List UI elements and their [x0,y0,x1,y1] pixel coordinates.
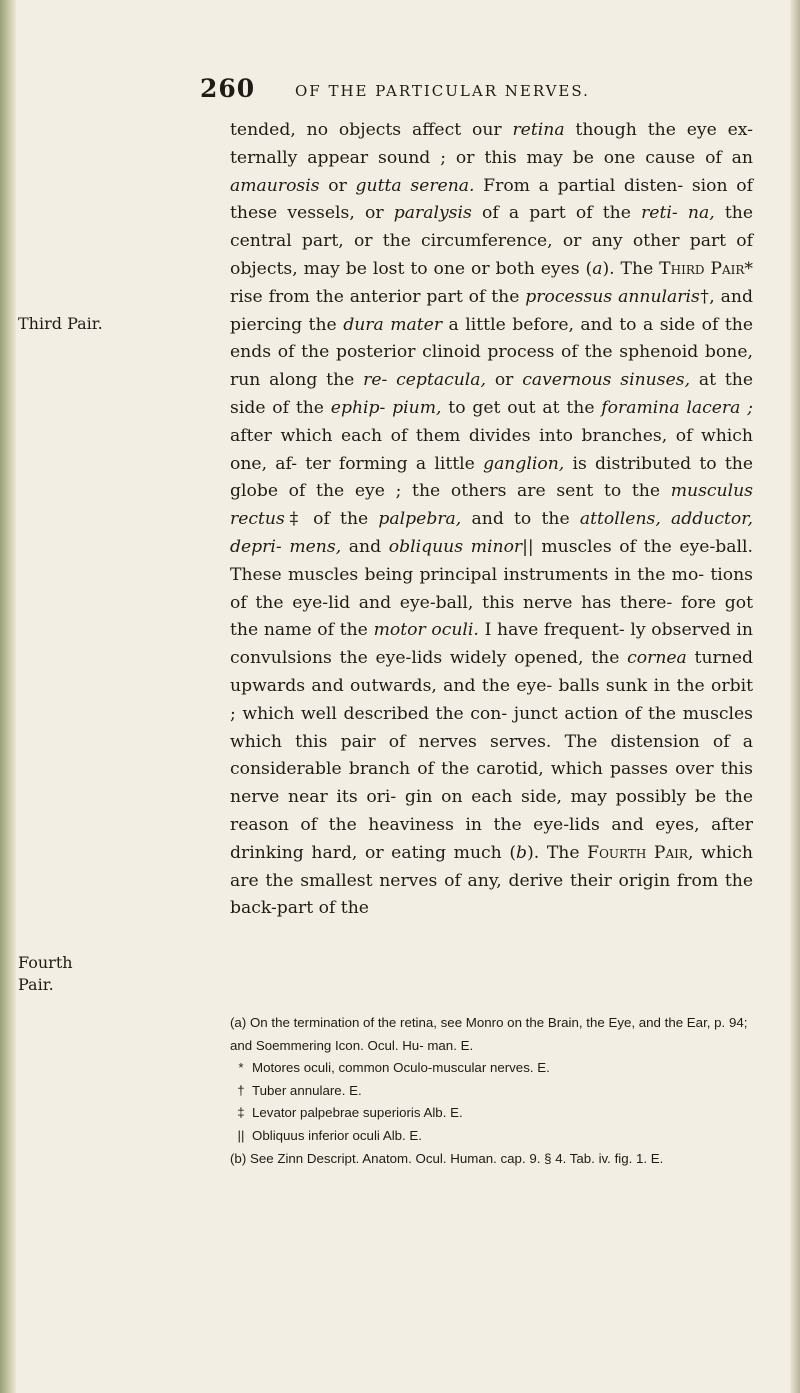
page-edge [790,0,800,1393]
binding-gutter [0,0,16,1393]
fourth-pair-heading: Fourth Pair, [587,842,694,863]
footnote: † Tuber annulare. E. [237,1082,362,1098]
margin-note-fourth: Fourth [18,953,73,972]
margin-note-third-pair: Third Pair. [18,314,103,333]
footnote: * Motores oculi, common Oculo-muscular nerves. E. [238,1060,550,1076]
footnote: (a) On the termination of the retina, see Monro on the Brain, the Eye, and the Ear, p. 94; and Soemmering Icon. Ocul. Hu- man. E. [230,1015,748,1053]
footnote: (b) See Zinn Descript. Anatom. Ocul. Human. cap. 9. § 4. Tab. iv. fig. 1. E. [230,1150,664,1166]
page-header [200,74,760,108]
footnote: || Obliquus inferior oculi Alb. E. [237,1127,422,1143]
page-number: 260 [200,74,256,103]
body-text: tended, no objects affect our retina though the eye ex- ternally appear sound ; or this may be one cause of an amaurosis or gutta serena. From a partial disten- sion of these vessels, or paralysis of a part of the reti- na, the central part, or the circumference, or any other part of objects, may be lost to one or both eyes (a). The Third Pair* rise from the anterior part of the processus annularis†, and piercing the dura mater a little before, and to a side of the ends of the posterior clinoid process of the sphenoid bone, run along the re- ceptacula, or cavernous sinuses, at the side of the ephip- pium, to get out at the foramina lacera ; after which each of them divides into branches, of which one, af- ter forming a little ganglion, is distributed to the globe of the eye ; the others are sent to the musculus rectus‡ of the palpebra, and to the attollens, adductor, depri- mens, and obliquus minor|| muscles of the eye-ball. These muscles being principal instruments in the mo- tions of the eye-lid and eye-ball, this nerve has there- fore got the name of the motor oculi. I have frequent- ly observed in convulsions the eye-lids widely opened, the cornea turned upwards and outwards, and the eye- balls sunk in the orbit ; which well described the con- junct action of the muscles which this pair of nerves serves. The distension of a considerable branch of the carotid, which passes over this nerve near its ori- gin on each side, may possibly be the reason of the heaviness in the eye-lids and eyes, after drinking hard, or eating much (b). The Fourth Pair, which are the smallest nerves of any, derive their origin from the back-part of the [230,120,754,919]
third-pair-heading: Third Pair [659,258,745,279]
margin-note-pair: Pair. [18,975,54,994]
footnote: ‡ Levator palpebrae superioris Alb. E. [237,1105,463,1121]
footnotes [230,1012,753,1170]
running-head: OF THE PARTICULAR NERVES. [295,82,590,100]
